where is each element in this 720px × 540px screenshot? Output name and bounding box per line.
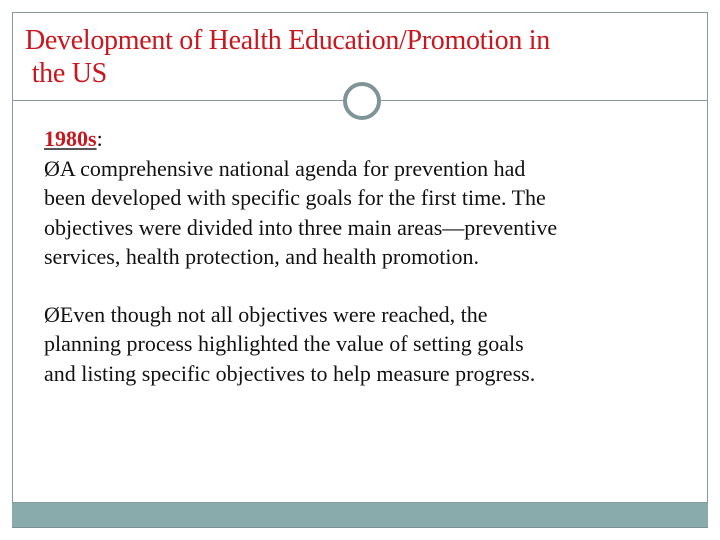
paragraph-line (44, 300, 557, 330)
line-text: Even though not all objectives were reached, the (59, 301, 488, 327)
section-heading: 1980s (44, 126, 97, 151)
paragraph-line: and listing specific objectives to help measure progress. (44, 360, 536, 386)
paragraph-line: been developed with specific goals for the first time. The (44, 185, 546, 210)
arrow-bullet-icon: Ø (44, 301, 60, 327)
paragraph-line: planning process highlighted the value of setting goals (44, 331, 524, 356)
section-colon: : (96, 126, 103, 151)
paragraph-line: objectives were divided into three main areas—preventive (44, 214, 558, 240)
paragraph-line: services, health protection, and health promotion. (44, 244, 479, 269)
bullet-paragraph (44, 154, 557, 272)
slide-body (44, 124, 557, 388)
title-divider-right (381, 100, 708, 101)
line-text: A comprehensive national agenda for prevention had (59, 155, 526, 181)
title-line-1: Development of Health Education/Promotion in (25, 25, 550, 56)
arrow-bullet-icon: Ø (44, 155, 60, 181)
bullet-paragraph (44, 300, 557, 389)
section-heading-row (44, 124, 557, 154)
circle-ornament-icon (343, 82, 381, 120)
title-divider-left (12, 100, 343, 101)
paragraph-line (44, 154, 557, 184)
footer-bar (12, 503, 708, 528)
title-line-2: the US (25, 58, 107, 89)
slide-title (25, 24, 550, 90)
